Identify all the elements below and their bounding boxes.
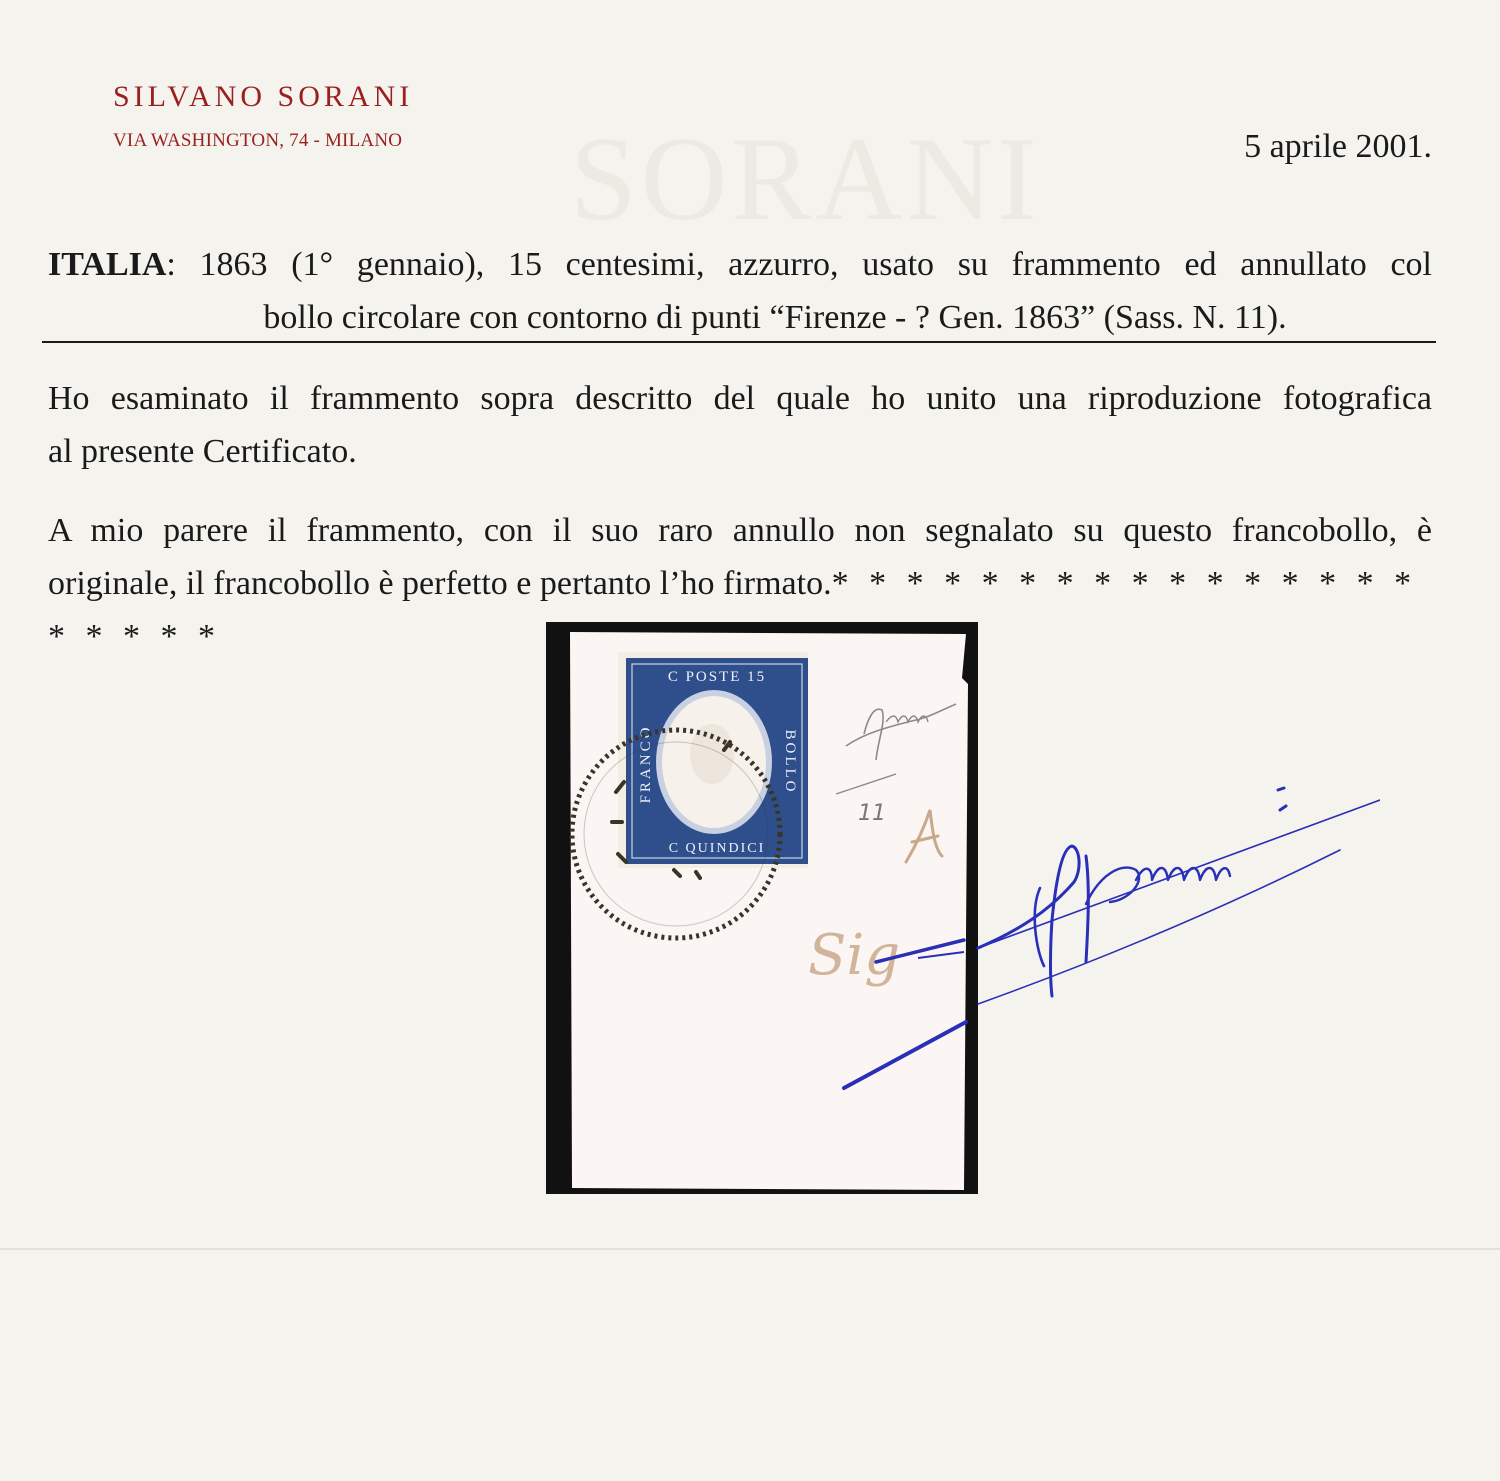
description-line-1 — [48, 238, 1432, 291]
handwritten-sig: Sig — [808, 923, 901, 988]
expert-name: SILVANO SORANI — [113, 80, 414, 113]
expert-signature — [960, 770, 1380, 1050]
stamp-left-text: FRANCO — [638, 724, 654, 804]
asterisk-fill: * * * * * * * * * * * * * * * * * * * * * — [48, 565, 1418, 655]
opinion-line-1: A mio parere il frammento, con il suo raro annullo non segnalato su questo francobollo, è — [48, 512, 1432, 549]
examination-line-1: Ho esaminato il frammento sopra descritto del quale ho unito una riproduzione fotografica — [48, 380, 1432, 417]
opinion-line-2-text: originale, il francobollo è perfetto e pertanto l’ho firmato. — [48, 565, 832, 602]
footer-fold-line — [0, 1248, 1500, 1250]
examination-line-2: al presente Certificato. — [48, 433, 357, 470]
fragment-photo — [546, 622, 978, 1194]
description-line-1-text: : 1863 (1° gennaio), 15 centesimi, azzurro, usato su frammento ed annullato col — [166, 246, 1432, 283]
description-line-2: bollo circolare con contorno di punti “Firenze - ? Gen. 1863” (Sass. N. 11). — [263, 299, 1287, 336]
expert-address: VIA WASHINGTON, 74 - MILANO — [113, 130, 403, 151]
letterhead — [113, 80, 413, 152]
divider-rule — [42, 341, 1436, 343]
examination-paragraph — [48, 372, 1432, 478]
certificate-date: 5 aprile 2001. — [1244, 128, 1432, 165]
stamp-description — [48, 238, 1432, 344]
stamp-top-text: C POSTE 15 — [667, 669, 767, 685]
pencil-note: 11 — [858, 801, 886, 826]
sorani-watermark: SORANI — [570, 112, 1041, 245]
country-label: ITALIA — [48, 246, 167, 283]
stamp-right-text: BOLLO — [782, 729, 798, 795]
stamp-bottom-text: C QUINDICI — [668, 841, 766, 856]
